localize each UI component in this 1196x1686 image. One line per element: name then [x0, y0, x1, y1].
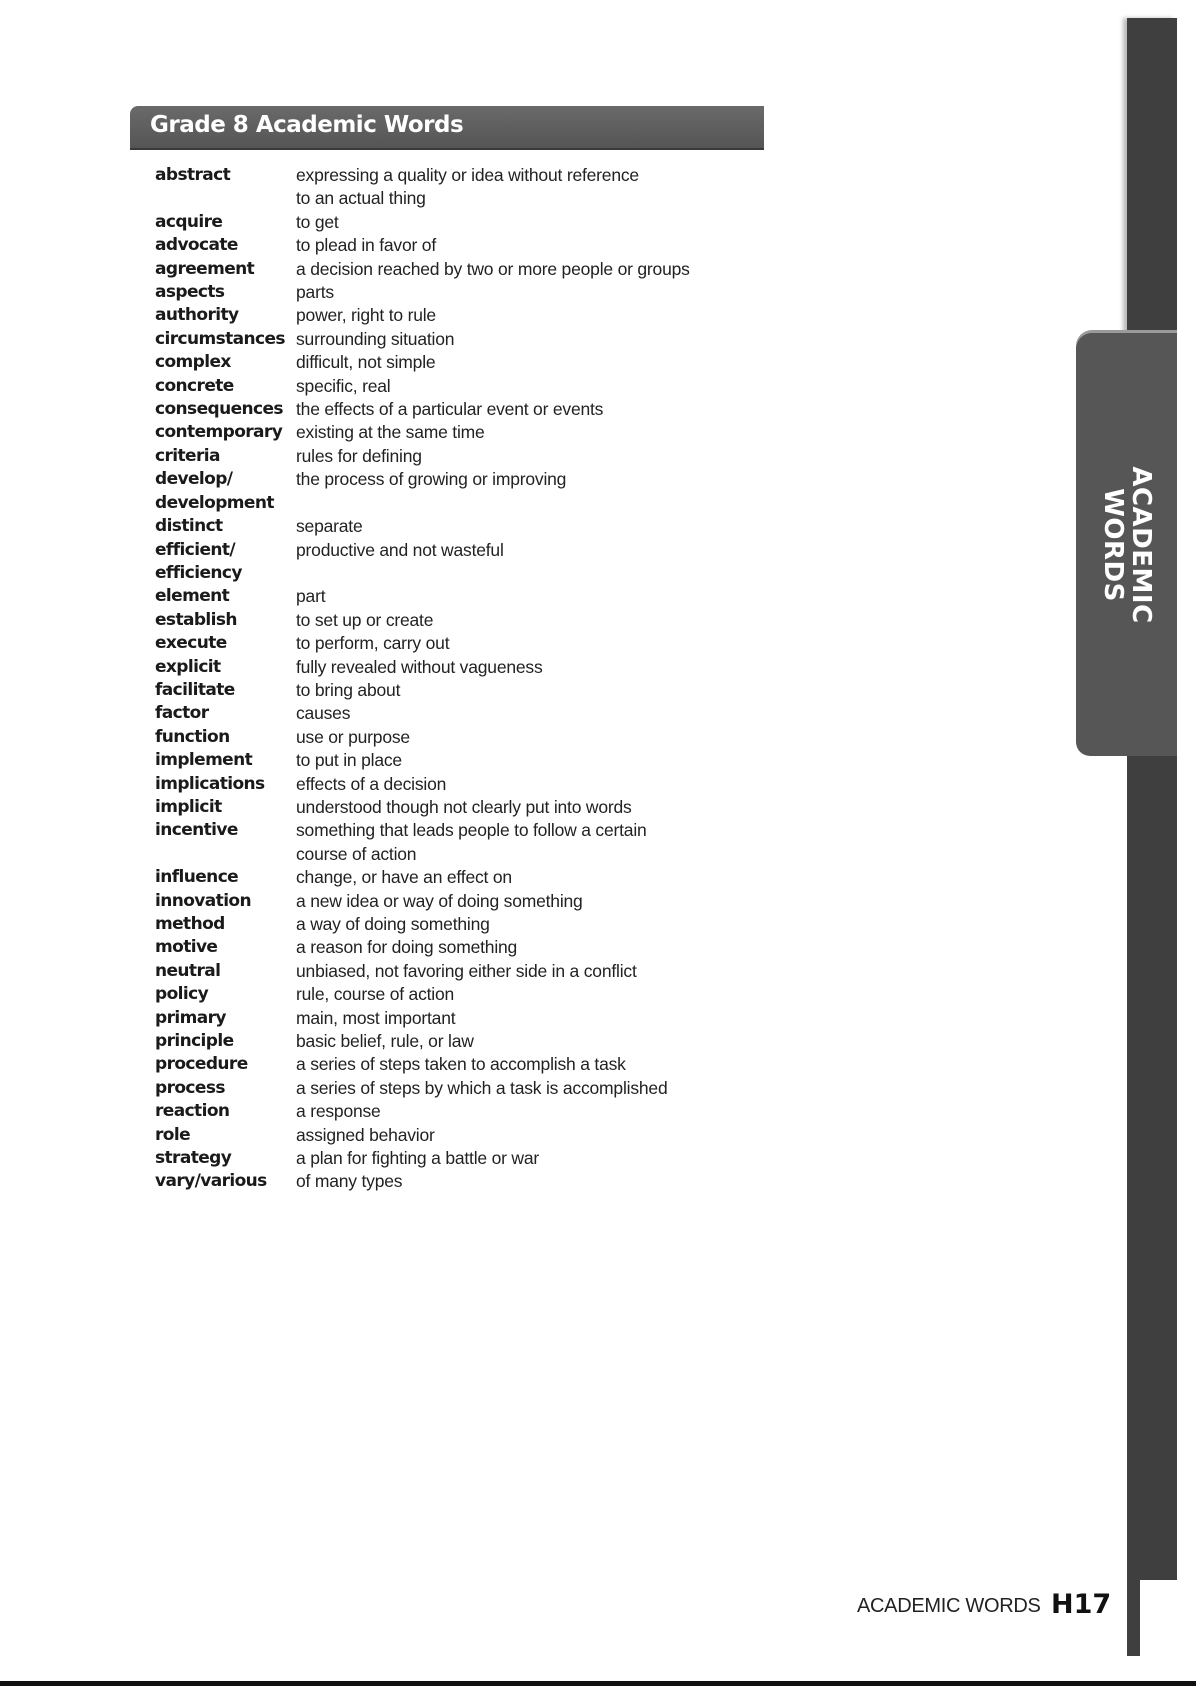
glossary-entry	[155, 913, 715, 936]
glossary-term: authority	[155, 305, 239, 326]
glossary-term: principle	[155, 1031, 234, 1052]
spine-notch	[1140, 1580, 1177, 1660]
glossary-term: neutral	[155, 960, 221, 981]
glossary-term: circumstances	[155, 328, 285, 349]
section-tab-label	[1099, 466, 1155, 623]
glossary-term: criteria	[155, 445, 220, 466]
glossary-definition: separate	[296, 516, 363, 537]
glossary-definition: a new idea or way of doing something	[296, 890, 583, 911]
footer-section-label: ACADEMIC WORDS	[857, 1595, 1041, 1617]
glossary-definition: a reason for doing something	[296, 937, 518, 958]
glossary-entry	[155, 749, 715, 772]
glossary-term: efficient/ efficiency	[155, 539, 242, 583]
glossary-term: develop/ development	[155, 469, 274, 513]
glossary-entry	[155, 164, 715, 211]
glossary-entry	[155, 1077, 715, 1100]
glossary-term: element	[155, 586, 230, 607]
glossary-definition: causes	[296, 703, 351, 724]
glossary-definition: to put in place	[296, 750, 402, 771]
glossary-entry	[155, 421, 715, 444]
glossary-definition: a response	[296, 1101, 381, 1122]
glossary-entry	[155, 304, 715, 327]
glossary-entry	[155, 1124, 715, 1147]
glossary-term: acquire	[155, 211, 223, 232]
section-tab-line1: ACADEMIC	[1125, 465, 1156, 624]
glossary-definition: fully revealed without vagueness	[296, 656, 543, 677]
glossary-term: reaction	[155, 1101, 230, 1122]
glossary-definition: of many types	[296, 1171, 403, 1192]
glossary-entry	[155, 656, 715, 679]
glossary-definition: understood though not clearly put into words	[296, 796, 632, 817]
glossary-definition: part	[296, 586, 326, 607]
glossary-entry	[155, 445, 715, 468]
glossary-entry	[155, 819, 715, 866]
glossary-definition: a decision reached by two or more people or groups	[296, 258, 690, 279]
glossary-definition: to plead in favor of	[296, 235, 436, 256]
glossary-entry	[155, 1147, 715, 1170]
glossary-definition: a series of steps taken to accomplish a task	[296, 1054, 626, 1075]
section-tab	[1076, 333, 1177, 756]
glossary-term: concrete	[155, 375, 234, 396]
glossary-entry	[155, 468, 715, 515]
glossary-definition: rule, course of action	[296, 984, 455, 1005]
glossary-definition: productive and not wasteful	[296, 539, 504, 560]
glossary-entry	[155, 936, 715, 959]
glossary-term: implement	[155, 750, 253, 771]
bottom-rule	[0, 1681, 1196, 1686]
glossary-entry	[155, 398, 715, 421]
glossary-entry	[155, 539, 715, 586]
glossary-entry	[155, 679, 715, 702]
glossary-entry	[155, 983, 715, 1006]
glossary-entry	[155, 1170, 715, 1193]
glossary-definition: surrounding situation	[296, 328, 455, 349]
glossary-term: aspects	[155, 282, 225, 303]
glossary-term: method	[155, 914, 225, 934]
glossary-term: agreement	[155, 258, 255, 279]
glossary-term: role	[155, 1124, 191, 1145]
glossary-term: establish	[155, 609, 237, 630]
glossary-definition: existing at the same time	[296, 422, 485, 443]
glossary-term: primary	[155, 1007, 226, 1028]
glossary-definition: basic belief, rule, or law	[296, 1031, 474, 1052]
glossary-entry	[155, 960, 715, 983]
glossary-entry	[155, 1007, 715, 1030]
glossary-term: function	[155, 726, 230, 747]
glossary-term: implicit	[155, 796, 222, 817]
glossary-list	[155, 164, 715, 1194]
glossary-term: motive	[155, 937, 218, 958]
glossary-term: abstract	[155, 165, 231, 185]
glossary-term: influence	[155, 867, 239, 888]
glossary-entry	[155, 609, 715, 632]
section-tab-line2: WORDS	[1097, 487, 1128, 602]
glossary-entry	[155, 632, 715, 655]
glossary-term: explicit	[155, 656, 221, 677]
glossary-term: vary/various	[155, 1171, 267, 1192]
glossary-entry	[155, 328, 715, 351]
glossary-term: contemporary	[155, 422, 283, 443]
glossary-definition: the process of growing or improving	[296, 469, 567, 490]
glossary-entry	[155, 796, 715, 819]
glossary-definition: to set up or create	[296, 609, 434, 630]
glossary-definition: a series of steps by which a task is accomplished	[296, 1077, 668, 1098]
page-edge-spine-lower	[1127, 756, 1177, 1656]
glossary-term: innovation	[155, 890, 252, 911]
glossary-definition: use or purpose	[296, 726, 410, 747]
glossary-definition: change, or have an effect on	[296, 867, 512, 888]
glossary-definition: to bring about	[296, 679, 401, 700]
glossary-entry	[155, 890, 715, 913]
glossary-entry	[155, 234, 715, 257]
glossary-term: strategy	[155, 1148, 232, 1169]
glossary-definition: difficult, not simple	[296, 352, 436, 373]
glossary-definition: a way of doing something	[296, 914, 490, 934]
glossary-definition: unbiased, not favoring either side in a conflict	[296, 960, 637, 981]
glossary-entry	[155, 1053, 715, 1076]
glossary-term: procedure	[155, 1054, 248, 1075]
glossary-definition: a plan for fighting a battle or war	[296, 1148, 540, 1169]
glossary-entry	[155, 702, 715, 725]
glossary-definition: assigned behavior	[296, 1124, 435, 1145]
page-edge-spine	[1127, 18, 1177, 338]
glossary-term: factor	[155, 703, 209, 724]
glossary-entry	[155, 375, 715, 398]
page-title: Grade 8 Academic Words	[150, 112, 464, 138]
glossary-entry	[155, 1100, 715, 1123]
page-number: H17	[1051, 1589, 1112, 1620]
glossary-term: policy	[155, 984, 209, 1005]
glossary-entry	[155, 351, 715, 374]
glossary-entry	[155, 211, 715, 234]
glossary-definition: to get	[296, 211, 339, 232]
glossary-entry	[155, 1030, 715, 1053]
glossary-term: facilitate	[155, 679, 235, 700]
glossary-term: incentive	[155, 820, 238, 841]
glossary-definition: effects of a decision	[296, 773, 447, 794]
glossary-definition: specific, real	[296, 375, 391, 396]
glossary-definition: expressing a quality or idea without reference to an actual thing	[296, 165, 639, 209]
glossary-entry	[155, 258, 715, 281]
glossary-entry	[155, 585, 715, 608]
glossary-term: complex	[155, 352, 231, 373]
glossary-term: distinct	[155, 516, 223, 537]
glossary-definition: to perform, carry out	[296, 633, 450, 654]
glossary-entry	[155, 281, 715, 304]
glossary-definition: the effects of a particular event or events	[296, 399, 604, 420]
glossary-definition: parts	[296, 282, 334, 303]
glossary-definition: something that leads people to follow a certain course of action	[296, 820, 647, 864]
glossary-term: consequences	[155, 399, 283, 420]
glossary-term: execute	[155, 633, 227, 654]
glossary-entry	[155, 866, 715, 889]
glossary-definition: main, most important	[296, 1007, 456, 1028]
glossary-term: implications	[155, 773, 265, 794]
glossary-entry	[155, 515, 715, 538]
glossary-definition: rules for defining	[296, 445, 422, 466]
glossary-entry	[155, 726, 715, 749]
page-header-bar	[130, 106, 764, 148]
glossary-entry	[155, 773, 715, 796]
glossary-term: advocate	[155, 235, 238, 256]
glossary-definition: power, right to rule	[296, 305, 436, 326]
glossary-term: process	[155, 1077, 225, 1098]
